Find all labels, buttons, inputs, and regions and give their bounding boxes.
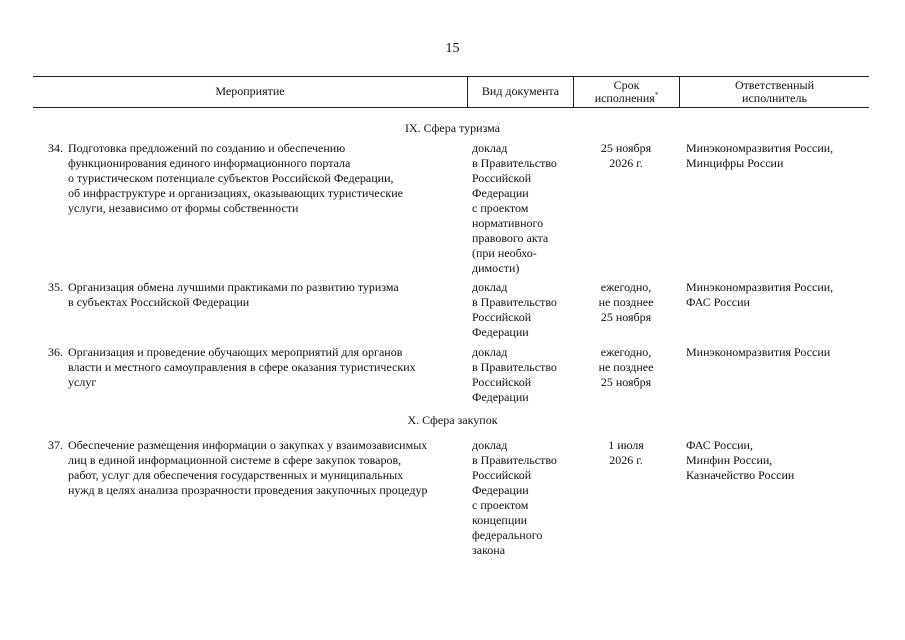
header-deadline-line1: Срок: [613, 77, 640, 92]
event-text: Организация обмена лучшими практиками по развитию туризма в субъектах Российской Федерации: [68, 280, 399, 309]
responsible-text: Минэкономразвития России, Минцифры России: [686, 141, 834, 170]
event-text: Организация и проведение обучающих мероприятий для органов власти и местного самоуправления в сфере оказания туристических услуг: [68, 345, 416, 389]
deadline-text: 1 июля 2026 г.: [608, 438, 644, 467]
header-deadline-footnote-mark: *: [654, 90, 659, 99]
header-event-label: Мероприятие: [215, 84, 285, 98]
section-title-tourism: IX. Сфера туризма: [404, 121, 500, 135]
header-doc-type-label: Вид документа: [481, 84, 560, 98]
deadline-text: 25 ноября 2026 г.: [600, 141, 652, 170]
deadline-text: ежегодно, не позднее 25 ноября: [598, 280, 654, 324]
doc-type-text: доклад в Правительство Российской Федерации: [472, 280, 557, 339]
doc-type-text: доклад в Правительство Российской Федерации с проектом нормативного правового акта (при необхо- димости): [472, 141, 557, 275]
responsible-text: Минэкономразвития России: [686, 345, 831, 359]
event-text: Подготовка предложений по созданию и обеспечению функционирования единого информационного портала о туристическом потенциале субъектов Российской Федерации, об инфраструктуре и организациях, оказывающих туристические услуги, независимо от формы собственности: [68, 141, 403, 215]
header-deadline: [574, 76, 679, 107]
section-title-procurement: X. Сфера закупок: [407, 413, 498, 427]
doc-type-text: доклад в Правительство Российской Федерации: [472, 345, 557, 404]
table-header-rule: [33, 107, 869, 108]
row-number: 36.: [48, 345, 63, 359]
row-number: 37.: [48, 438, 63, 452]
row-number: 35.: [48, 280, 63, 294]
row-number: 34.: [48, 141, 63, 155]
header-deadline-line2: исполнения: [594, 90, 655, 105]
responsible-text: ФАС России, Минфин России, Казначейство России: [686, 438, 795, 482]
header-responsible: [680, 76, 869, 107]
header-event: [33, 76, 467, 107]
responsible-text: Минэкономразвития России, ФАС России: [686, 280, 834, 309]
deadline-text: ежегодно, не позднее 25 ноября: [598, 345, 654, 389]
header-doc-type: [468, 76, 573, 107]
doc-type-text: доклад в Правительство Российской Федерации с проектом концепции федерального закона: [472, 438, 557, 557]
header-responsible-line1: Ответственный: [734, 77, 815, 92]
page-number: 15: [445, 41, 460, 56]
header-responsible-line2: исполнитель: [742, 90, 807, 105]
event-text: Обеспечение размещения информации о закупках у взаимозависимых лиц в единой информационной системе в сфере закупок товаров, работ, услуг для обеспечения государственных и муниципальных нужд в целях анализа прозрачности проведения закупочных процедур: [68, 438, 428, 497]
